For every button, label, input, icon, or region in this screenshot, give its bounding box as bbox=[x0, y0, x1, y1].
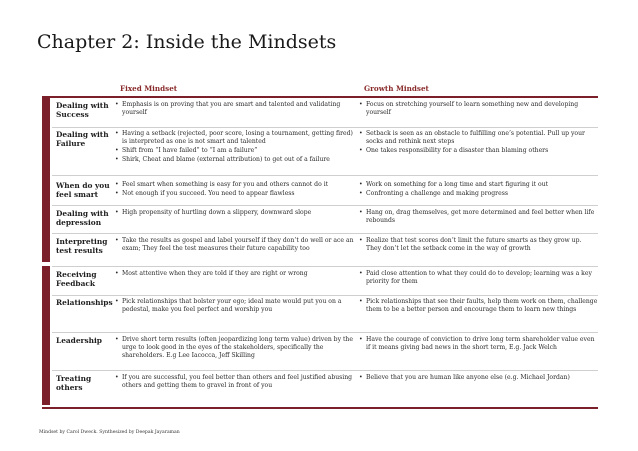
table-bottom-rule bbox=[42, 407, 598, 409]
list-item: • Realize that test scores don’t limit the future smarts as they grow up. They don’t let the setback come in the way of growth bbox=[358, 237, 598, 253]
list-item: • Shirk, Cheat and blame (external attribution) to get out of a failure bbox=[114, 156, 354, 164]
list-item: • Not enough if you succeed. You need to appear flawless bbox=[114, 190, 354, 198]
growth-cell bbox=[358, 130, 598, 156]
fixed-cell bbox=[114, 130, 354, 165]
table-row bbox=[52, 266, 598, 296]
list-item: • Work on something for a long time and start figuring it out bbox=[358, 181, 598, 189]
growth-cell bbox=[358, 270, 598, 287]
row-label: Dealing with Failure bbox=[56, 130, 109, 148]
list-item: • Hang on, drag themselves, get more determined and feel better when life rebounds bbox=[358, 209, 598, 225]
row-label: Dealing with depression bbox=[56, 209, 109, 227]
fixed-cell bbox=[114, 101, 354, 118]
row-label: Dealing with Success bbox=[56, 101, 109, 119]
growth-cell bbox=[358, 374, 598, 383]
list-item: • High propensity of hurtling down a slippery, downward slope bbox=[114, 209, 354, 217]
row-label: Leadership bbox=[56, 336, 102, 345]
table-row bbox=[52, 295, 598, 333]
list-item: • Setback is seen as an obstacle to fulfilling one’s potential. Pull up your socks and rethink next steps bbox=[358, 130, 598, 146]
list-item: • Pick relationships that bolster your ego; ideal mate would put you on a pedestal, make you feel perfect and worship you bbox=[114, 298, 354, 314]
fixed-cell bbox=[114, 374, 354, 391]
list-item: • Shift from “I have failed” to “I am a failure” bbox=[114, 147, 354, 155]
group-label-highs-lows: Dealing with highs and lows bbox=[51, 132, 57, 222]
list-item: • Pick relationships that see their faults, help them work on them, challenge them to be a better person and encourage them to learn new things bbox=[358, 298, 598, 314]
growth-cell bbox=[358, 336, 598, 353]
table-row bbox=[52, 333, 598, 371]
growth-cell bbox=[358, 237, 598, 254]
list-item: • Having a setback (rejected, poor score, losing a tournament, getting fired) is interpreted as one is not smart and talented bbox=[114, 130, 354, 146]
fixed-cell bbox=[114, 298, 354, 315]
growth-cell bbox=[358, 298, 598, 315]
list-item: • Feel smart when something is easy for you and others cannot do it bbox=[114, 181, 354, 189]
list-item: • Paid close attention to what they could do to develop; learning was a key priority for them bbox=[358, 270, 598, 286]
fixed-cell bbox=[114, 270, 354, 279]
table-row bbox=[52, 234, 598, 262]
growth-cell bbox=[358, 101, 598, 118]
list-item: • One takes responsibility for a disaster than blaming others bbox=[358, 147, 598, 155]
row-label: Interpreting test results bbox=[56, 237, 108, 255]
list-item: • Emphasis is on proving that you are smart and talented and validating yourself bbox=[114, 101, 354, 117]
list-item: • Have the courage of conviction to drive long term shareholder value even if it means giving bad news in the short term, E.g. Jack Welch bbox=[358, 336, 598, 352]
fixed-cell bbox=[114, 209, 354, 218]
row-label: Treating others bbox=[56, 374, 92, 392]
row-label: Relationships bbox=[56, 298, 113, 307]
growth-cell bbox=[358, 181, 598, 199]
row-label: Receiving Feedback bbox=[56, 270, 97, 288]
fixed-cell bbox=[114, 181, 354, 199]
group-bar-people bbox=[42, 266, 50, 405]
group-bar-highs-lows bbox=[42, 98, 50, 262]
group-label-people: Interfacing with people bbox=[51, 298, 57, 372]
table-row bbox=[52, 127, 598, 176]
list-item: • Most attentive when they are told if they are right or wrong bbox=[114, 270, 354, 278]
list-item: • Believe that you are human like anyone else (e.g. Michael Jordan) bbox=[358, 374, 598, 382]
growth-cell bbox=[358, 209, 598, 226]
fixed-cell bbox=[114, 336, 354, 361]
fixed-cell bbox=[114, 237, 354, 254]
table-row bbox=[52, 178, 598, 206]
table-row bbox=[52, 371, 598, 405]
list-item: • Drive short term results (often jeopardizing long term value) driven by the urge to look good in the eyes of the stakeholders, specifically the shareholders. E.g Lee Iacocca, Jeff Skilling bbox=[114, 336, 354, 360]
fixed-mindset-header: Fixed Mindset bbox=[120, 84, 178, 93]
table-row bbox=[52, 98, 598, 128]
list-item: • Confronting a challenge and making progress bbox=[358, 190, 598, 198]
row-label: When do you feel smart bbox=[56, 181, 110, 199]
list-item: • Take the results as gospel and label yourself if they don’t do well or ace an exam; They feel the test measures their future capability too bbox=[114, 237, 354, 253]
growth-mindset-header: Growth Mindset bbox=[364, 84, 429, 93]
page-title: Chapter 2: Inside the Mindsets bbox=[37, 31, 337, 53]
list-item: • Focus on stretching yourself to learn something new and developing yourself bbox=[358, 101, 598, 117]
list-item: • If you are successful, you feel better than others and feel justified abusing others and getting them to gravel in front of you bbox=[114, 374, 354, 390]
table-row bbox=[52, 206, 598, 234]
footer-credit: Mindset by Carol Dweck. Synthesized by Deepak Jayaraman bbox=[39, 430, 180, 435]
